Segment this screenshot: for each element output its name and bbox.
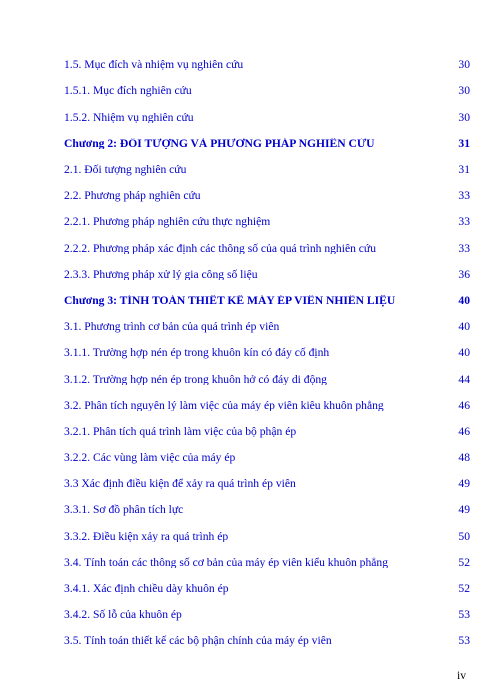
toc-entry-page: 52 [458, 555, 470, 569]
toc-entry-title: 2.1. Đối tượng nghiên cứu [64, 164, 187, 176]
toc-entry-page: 31 [458, 136, 470, 150]
toc-entry-title: 3.2.1. Phân tích quá trình làm việc của bộ phận ép [64, 425, 297, 438]
toc-entry-page: 36 [458, 267, 470, 281]
toc-entry-title: 2.2.1. Phương pháp nghiên cứu thực nghiệm [64, 216, 271, 229]
toc-entry-title: 3.4.1. Xác định chiều dày khuôn ép [64, 583, 229, 595]
toc-entry[interactable] [64, 209, 470, 235]
toc-entry-title: 3.3 Xác định điều kiện để xảy ra quá trình ép viên [64, 478, 296, 490]
toc-entry[interactable] [64, 235, 470, 261]
toc-entry[interactable] [64, 392, 470, 418]
toc-entry-page: 30 [458, 58, 470, 72]
toc-entry-page: 53 [458, 608, 470, 622]
toc-entry[interactable] [64, 445, 470, 471]
toc-entry[interactable] [64, 340, 470, 366]
toc-entry-page: 48 [458, 451, 470, 465]
toc-entry[interactable] [64, 262, 470, 288]
toc-entry-page: 49 [458, 477, 470, 491]
toc-entry-title: 3.4. Tính toán các thông số cơ bản của máy ép viên kiểu khuôn phẳng [64, 556, 389, 569]
toc-entry[interactable] [64, 104, 470, 130]
toc-entry-page: 46 [458, 398, 470, 412]
toc-entry[interactable] [64, 471, 470, 497]
toc-entry-title: 3.4.2. Số lỗ của khuôn ép [64, 609, 182, 621]
toc-entry-page: 40 [458, 346, 470, 360]
toc-entry[interactable] [64, 523, 470, 549]
toc-chapter-heading[interactable] [64, 131, 470, 157]
toc-entry-title: 2.2.2. Phương pháp xác định các thông số của quá trình nghiên cứu [64, 242, 377, 255]
toc-entry[interactable] [64, 628, 470, 654]
toc-entry-page: 44 [458, 372, 470, 386]
toc-entry[interactable] [64, 183, 470, 209]
table-of-contents [64, 52, 470, 654]
toc-entry-page: 33 [458, 189, 470, 203]
toc-entry-page: 40 [458, 320, 470, 334]
toc-entry-title: 1.5.2. Nhiệm vụ nghiên cứu [64, 111, 194, 124]
toc-entry[interactable] [64, 52, 470, 78]
toc-entry[interactable] [64, 366, 470, 392]
toc-entry-title: 2.2. Phương pháp nghiên cứu [64, 190, 201, 202]
toc-entry[interactable] [64, 576, 470, 602]
toc-entry[interactable] [64, 419, 470, 445]
toc-entry-page: 33 [458, 241, 470, 255]
toc-entry-title: 3.1.1. Trường hợp nén ép trong khuôn kín có đáy cố định [64, 347, 330, 359]
toc-entry-title: 3.3.2. Điều kiện xảy ra quá trình ép [64, 530, 229, 543]
toc-entry-title: 3.3.1. Sơ đồ phân tích lực [64, 504, 184, 517]
toc-entry-page: 53 [458, 634, 470, 648]
toc-entry-page: 50 [458, 529, 470, 543]
toc-entry-title: 3.5. Tính toán thiết kế các bộ phận chính của máy ép viên [64, 635, 332, 648]
toc-entry-title: 3.1.2. Trường hợp nén ép trong khuôn hở có đáy di động [64, 373, 327, 386]
toc-entry-page: 33 [458, 215, 470, 229]
toc-entry-title: 3.1. Phương trình cơ bản của quá trình ép viên [64, 321, 280, 333]
toc-entry-title: Chương 2: ĐỐI TƯỢNG VÀ PHƯƠNG PHÁP NGHIÊN CỨU [64, 137, 375, 150]
toc-entry[interactable] [64, 550, 470, 576]
toc-entry[interactable] [64, 602, 470, 628]
toc-entry-page: 52 [458, 582, 470, 596]
toc-entry-page: 40 [458, 293, 470, 307]
toc-entry-page: 30 [458, 110, 470, 124]
toc-entry-title: Chương 3: TÍNH TOÁN THIẾT KẾ MÁY ÉP VIÊN NHIÊN LIỆU [64, 294, 396, 307]
toc-entry-title: 1.5. Mục đích và nhiệm vụ nghiên cứu [64, 59, 244, 71]
toc-entry-page: 46 [458, 424, 470, 438]
toc-entry[interactable] [64, 497, 470, 523]
toc-entry-title: 3.2.2. Các vùng làm việc của máy ép [64, 452, 236, 464]
toc-entry-title: 2.3.3. Phương pháp xử lý gia công số liệu [64, 268, 258, 281]
toc-entry[interactable] [64, 157, 470, 183]
toc-entry-title: 3.2. Phân tích nguyên lý làm việc của máy ép viên kiêu khuôn phẳng [64, 399, 384, 412]
toc-entry-page: 31 [458, 163, 470, 177]
toc-entry-page: 30 [458, 84, 470, 98]
toc-chapter-heading[interactable] [64, 288, 470, 314]
page-number: iv [456, 669, 466, 682]
toc-entry-title: 1.5.1. Mục đích nghiên cứu [64, 85, 192, 98]
toc-entry[interactable] [64, 78, 470, 104]
toc-entry[interactable] [64, 314, 470, 340]
toc-entry-page: 49 [458, 503, 470, 517]
